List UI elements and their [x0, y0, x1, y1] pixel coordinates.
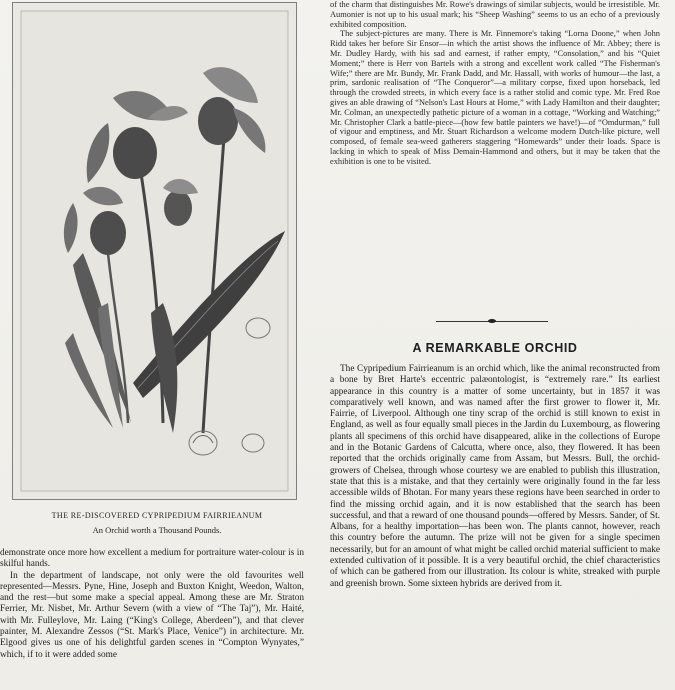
orchid-illustration — [12, 2, 297, 500]
exhibition-review — [330, 0, 660, 167]
article-heading: A REMARKABLE ORCHID — [412, 341, 578, 355]
divider-ornament — [488, 319, 496, 323]
left-paragraph: demonstrate once more how excellent a medium for portraiture water-colour is in skilful hands. — [0, 548, 304, 570]
left-column-text — [0, 548, 304, 661]
review-paragraph: The subject-pictures are many. There is Mr. Finnemore's taking “Lorna Doone,” when John Ridd takes her before Sir Ensor—in which the artist shows the influence of Mr. Abbey; there is Mr. Dudley Hardy, with his sad and earnest, if rather empty, “Consolation,” and his “Quiet Moment;” there is Herr von Bartels with a strong and excellent work called “The Fisherman's Wife;” there are Mr. Bundy, Mr. Frank Dadd, and Mr. Hassall, with works of humour—the last, a prim, sardonic realisation of “The Conqueror”—a military corpse, fixed upon horseback, led through the crowded streets, in which every face is a rather stolid and comic type. Mr. Fred Roe gives an able drawing of “Nelson's Last Hours at Home,” with Lady Hamilton and their daughter; Mr. Colman, an unexpectedly pathetic picture of a woman in a cottage, “Working and Watching;” Mr. Christopher Clark a battle-piece—(how few battle painters we have!)—of “Omdurman,” full of vigour and emptiness, and Mr. Stuart Richardson a welcome modern Dutch-like picture, well composed, of female sea-weed gatherers staggering “Homewards” under their loads. Space is lacking in which to speak of Miss Demain-Hammond and others, but it may be taken that the exhibition is one to be visited. — [330, 29, 660, 166]
left-paragraph: In the department of landscape, not only were the old favourites well represented—Messrs. Pyne, Hine, Joseph and Buxton Knight, Weedon, Walton, and the rest—but some make a special appeal. Among these are Mr. Straton Ferrier, Mr. Nisbet, Mr. Arthur Severn (with a view of “The Taj”), Mr. Haité, with Mr. Fulleylove, Mr. Laing (“King's College, Aberdeen”), and that clever painter, M. Alexandre Zessos (“St. Mark's Place, Venice”) in architecture. Mr. Elgood gives us one of his delightful garden scenes in “Compton Wynyates,” which, if to it were added some — [0, 570, 304, 660]
orchid-drawing — [13, 3, 296, 499]
figure-caption-subtitle: An Orchid worth a Thousand Pounds. — [92, 525, 222, 535]
section-divider — [436, 320, 548, 323]
figure-caption-title: THE RE-DISCOVERED CYPRIPEDIUM FAIRRIEANUM — [51, 511, 263, 520]
right-column — [330, 0, 660, 167]
orchid-article — [330, 364, 660, 590]
review-paragraph: of the charm that distinguishes Mr. Rowe's drawings of similar subjects, would be irresistible. Mr. Aumonier is not up to his usual mark; his “Sheep Washing” seems to us an echo of a previously exhibited composition. — [330, 0, 660, 29]
article-paragraph: The Cypripedium Fairrieanum is an orchid which, like the animal reconstructed from a bone by Bret Harte's eccentric palæontologist, is “extremely rare.” Its earliest appearance in this country is a matter of some uncertainty, but in 1857 it was comparatively well known, and was named after the first grower to flower it, Mr. Fairrie, of Liverpool. Although one tiny scrap of the orchid is still known to exist in England, as well as four equally small pieces in the Jardin du Luxembourg, as flowering plants all specimens of this orchid have disappeared, alike in the collections of Europe and in the Botanic Gardens of Calcutta, where once, also, they flowered. It has been reported that the orchids originally came from Assam, but Messrs. Bull, the orchid-growers of Chelsea, through whose courtesy we are enabled to publish this illustration, state that this is a mistake, and that they certainly were originally found in the far less accessible wilds of Bhotan. For many years these regions have been searched in order to find the missing orchid again, and it is now established that the search has been successful, and that a reward of one thousand pounds—offered by Messrs. Sander, of St. Albans, for a healthy importation—has been won. The plants cannot, however, reach this country before the autumn. The prize will not be given for a single specimen necessarily, but for an amount of what might be called orchid material sufficient to make extended cultivation of it possible. It is a very beautiful orchid, the chief characteristics of which can be gathered from our illustration. Its colour is white, streaked with purple and greenish brown. Some sixteen hybrids are derived from it. — [330, 364, 660, 589]
